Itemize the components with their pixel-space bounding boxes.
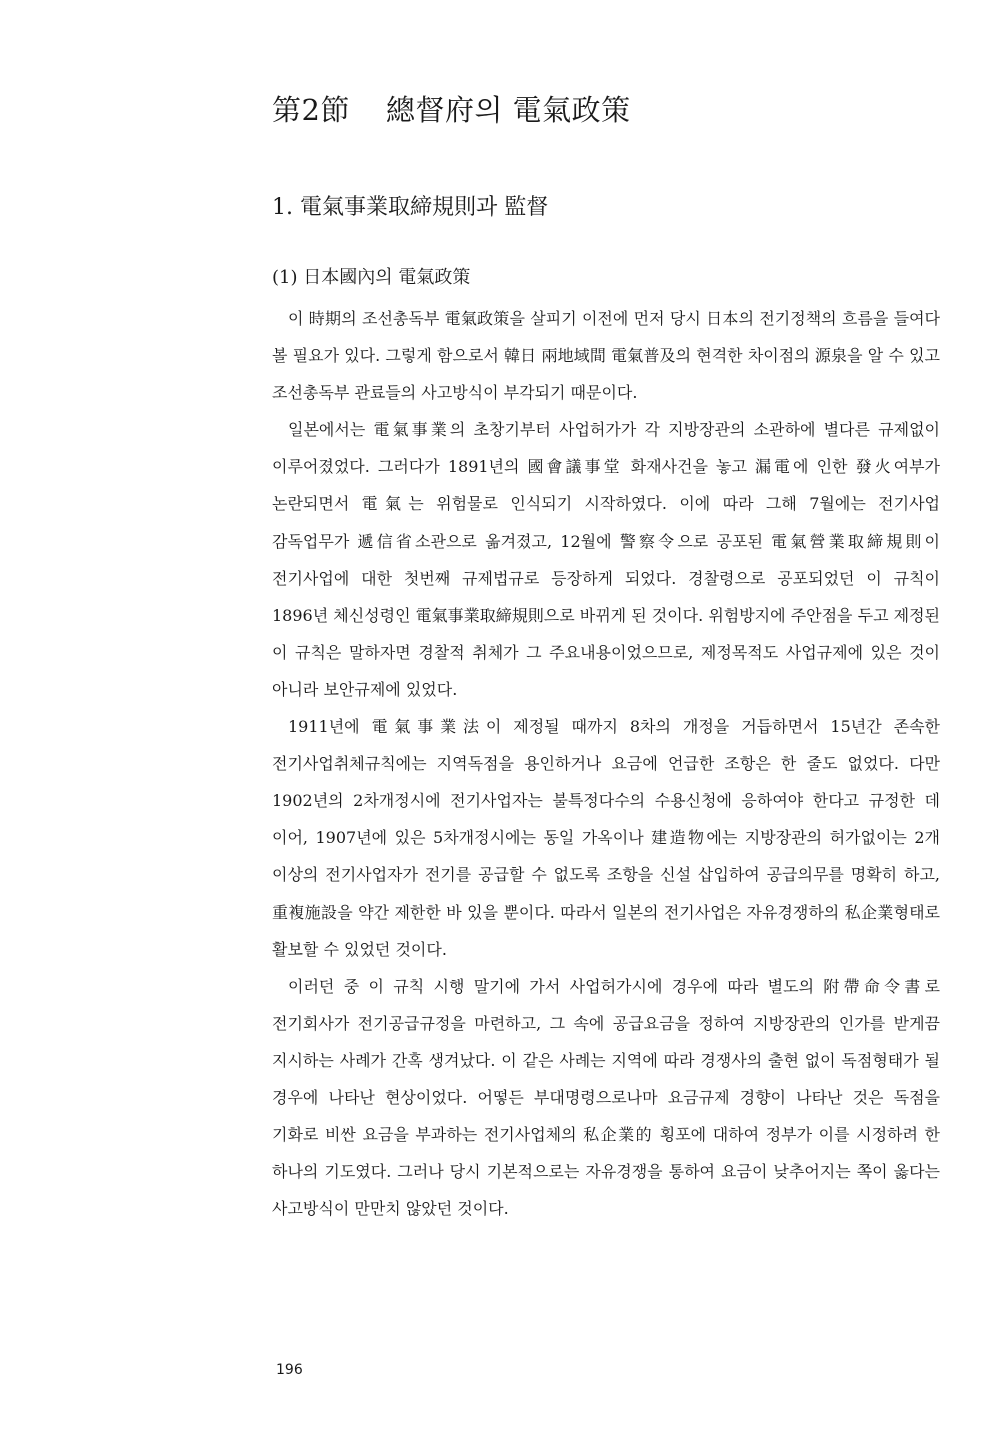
paragraph: 1911년에 電氣事業法이 제정될 때까지 8차의 개정을 거듭하면서 15년간 존속한 전기사업취체규칙에는 지역독점을 용인하거나 요금에 언급한 조항은 한 줄도 없었다. 다만 1902년의 2차개정시에 전기사업자는 불특정다수의 수용신청에 응하여야 한다고 규정한 데 이어, 1907년에 있은 5차개정시에는 동일 가옥이나 建造物에는 지방장관의 허가없이는 2개 이상의 전기사업자가 전기를 공급할 수 없도록 조항을 신설 삽입하여 공급의무를 명확히 하고, 重複施設을 약간 제한한 바 있을 뿐이다. 따라서 일본의 전기사업은 자유경쟁하의 私企業형태로 활보할 수 있었던 것이다. <box>272 717 940 959</box>
section-title: 1. 電氣事業取締規則과 監督 <box>272 195 549 220</box>
paragraph: 이 時期의 조선총독부 電氣政策을 살피기 이전에 먼저 당시 日本의 전기정책의 흐름을 들여다 볼 필요가 있다. 그렇게 함으로서 韓日 兩地域間 電氣普及의 현격한 차이점의 源泉을 알 수 있고 조선총독부 관료들의 사고방식이 부각되기 때문이다. <box>272 309 940 403</box>
chapter-heading: 總督府의 電氣政策 <box>385 93 631 127</box>
chapter-title <box>272 88 631 129</box>
paragraph: 이러던 중 이 규칙 시행 말기에 가서 사업허가시에 경우에 따라 별도의 附帶命令書로 전기회사가 전기공급규정을 마련하고, 그 속에 공급요금을 정하여 지방장관의 인가를 받게끔 지시하는 사례가 간혹 생겨났다. 이 같은 사례는 지역에 따라 경쟁사의 출현 없이 독점형태가 될 경우에 나타난 현상이었다. 어떻든 부대명령으로나마 요금규제 경향이 나타난 것은 독점을 기화로 비싼 요금을 부과하는 전기사업체의 私企業的 횡포에 대하여 정부가 이를 시정하려 한 하나의 기도였다. 그러나 당시 기본적으로는 자유경쟁을 통하여 요금이 낮추어지는 쪽이 옳다는 사고방식이 만만치 않았던 것이다. <box>272 976 940 1219</box>
page-number: 196 <box>276 1362 303 1378</box>
body-text <box>272 300 940 1227</box>
subsection-title: (1) 日本國內의 電氣政策 <box>272 267 471 288</box>
chapter-number: 第2節 <box>272 93 350 127</box>
paragraph: 일본에서는 電氣事業의 초창기부터 사업허가가 각 지방장관의 소관하에 별다른 규제없이 이루어졌었다. 그러다가 1891년의 國會議事堂 화재사건을 놓고 漏電에 인한 發火여부가 논란되면서 電氣는 위험물로 인식되기 시작하였다. 이에 따라 그해 7월에는 전기사업 감독업무가 遞信省소관으로 옮겨졌고, 12월에 警察令으로 공포된 電氣營業取締規則이 전기사업에 대한 첫번째 규제법규로 등장하게 되었다. 경찰령으로 공포되었던 이 규칙이 1896년 체신성령인 電氣事業取締規則으로 바뀌게 된 것이다. 위험방지에 주안점을 두고 제정된 이 규칙은 말하자면 경찰적 취체가 그 주요내용이었으므로, 제정목적도 사업규제에 있은 것이 아니라 보안규제에 있었다. <box>272 420 940 699</box>
